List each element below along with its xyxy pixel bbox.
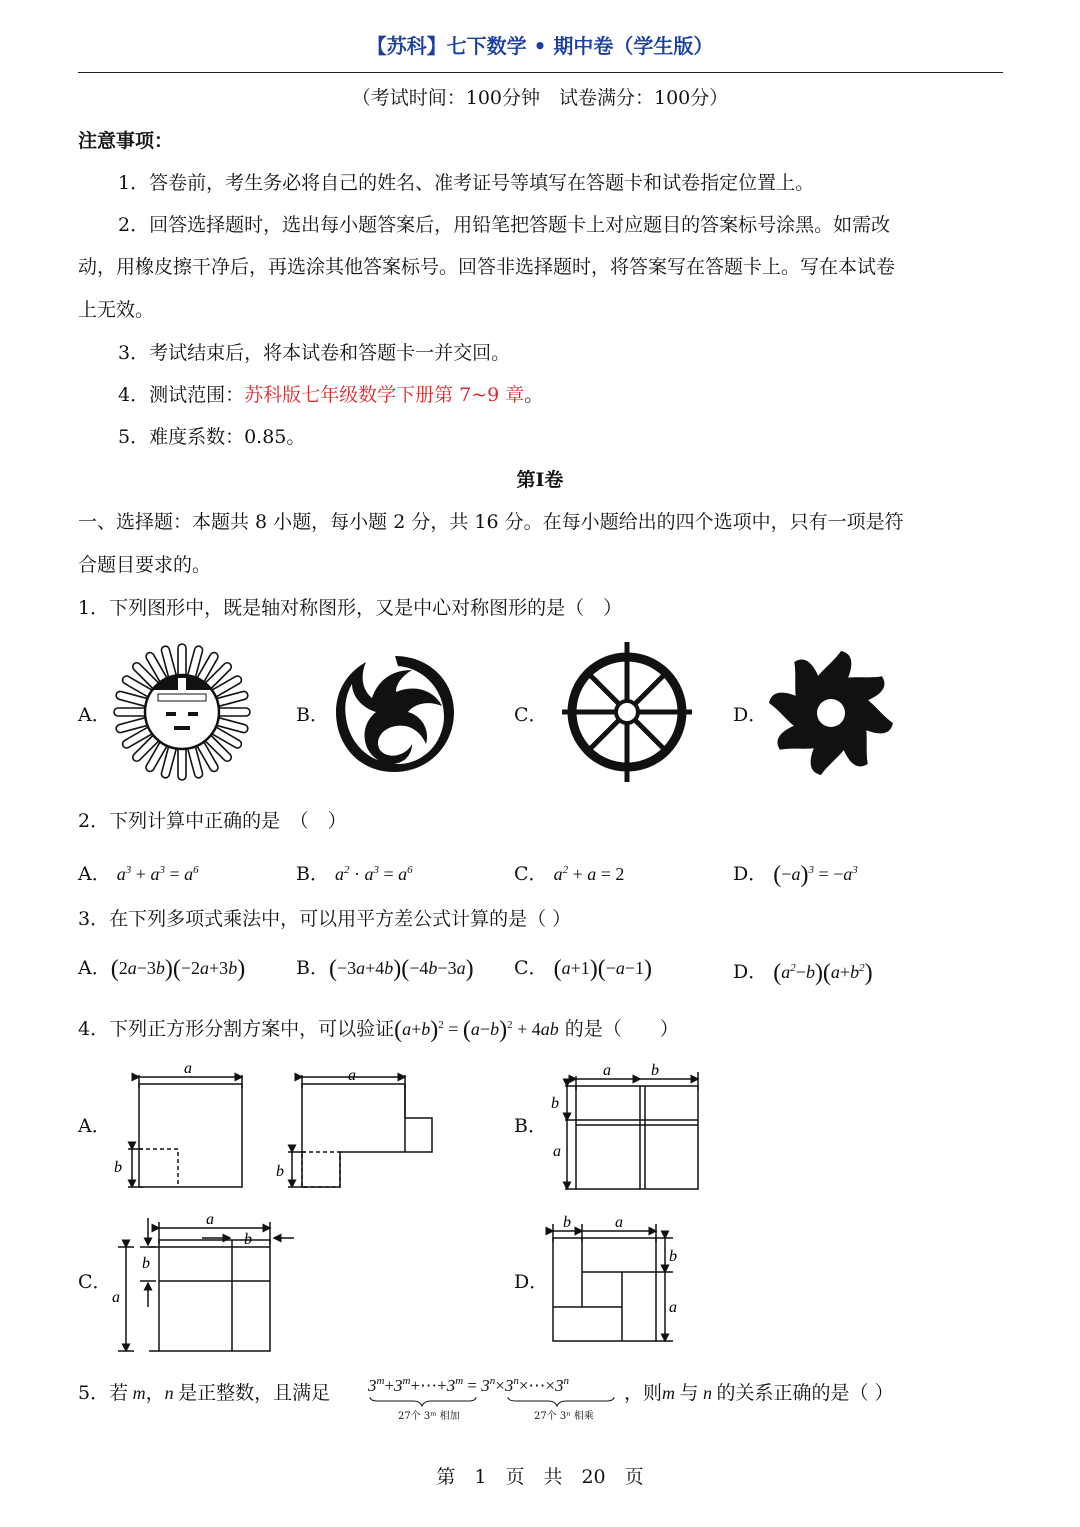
question-4: 4．下列正方形分割方案中，可以验证$(a+b)^2 = (a-b)^2 + 4ab$ 的是（ ） [78,1017,679,1043]
svg-text:a: a [603,1062,611,1079]
q2-option-a: A． $a^3 + a^3 = a^6$ [78,863,199,885]
question-5: 5．若 m，n 是正整数，且满足 [78,1382,331,1404]
svg-text:b: b [114,1159,122,1176]
question-5-tail: ，则m 与 n 的关系正确的是（ ） [624,1382,894,1404]
q4-option-b-label: B． [514,1115,547,1137]
square-cut-diagram-c [104,1212,304,1358]
svg-text:b: b [142,1255,150,1272]
svg-text:b: b [669,1248,677,1265]
svg-text:b: b [244,1231,252,1248]
q1-option-c-label: C． [514,704,548,726]
square-cut-diagram-a [108,1060,448,1195]
square-cut-diagram-b [545,1062,705,1194]
test-range: 苏科版七年级数学下册第 7~9 章 [244,384,525,406]
label-a: a [184,1060,192,1077]
svg-text:b: b [651,1062,659,1079]
svg-text:a: a [348,1067,356,1084]
q3-option-d: D． $(a^2-b)(a+b^2)$ [733,960,873,986]
part-title: 第I卷 [516,469,564,491]
note-2-end: 上无效。 [78,299,155,321]
note-3: 3．考试结束后，将本试卷和答题卡一并交回。 [118,342,511,364]
q3-option-c: C． (a+1)(−a−1) [514,956,653,982]
square-cut-diagram-d [545,1214,705,1346]
q5-equation: $3^m+3^m+\cdots+3^m$ = $3^n\times 3^n\times\cdots\times 3^n$ 27个 3ᵐ 相加 27个 3ⁿ 相乘 [368,1375,618,1421]
q5-right-note: 27个 3ⁿ 相乘 [534,1411,594,1422]
exam-info: （考试时间：100分钟 试卷满分：100分） [351,87,729,109]
note-5: 5．难度系数：0.85。 [118,426,306,448]
q1-option-d-label: D． [733,704,768,726]
q3-option-b: B．(−3a+4b)(−4b−3a) [296,956,474,982]
svg-text:b: b [551,1095,559,1112]
q1-option-b-label: B． [296,704,329,726]
note-2: 2．回答选择题时，选出每小题答案后，用铅笔把答题卡上对应题目的答案标号涂黑。如需改 [118,214,891,236]
question-1: 1．下列图形中，既是轴对称图形，又是中心对称图形的是（ ） [78,597,623,619]
svg-text:a: a [206,1212,214,1228]
note-2-cont: 动，用橡皮擦干净后，再选涂其他答案标号。回答非选择题时，将答案写在答题卡上。写在本试卷 [78,256,896,278]
rose-figure-icon [332,650,458,776]
note-1: 1．答卷前，考生务必将自己的姓名、准考证号等填写在答题卡和试卷指定位置上。 [118,172,815,194]
notice-title: 注意事项： [78,130,174,152]
svg-text:a: a [669,1299,677,1316]
header-rule [78,72,1003,73]
q2-option-d: D． $(-a)^3 = -a^3$ [733,862,858,888]
section-1-heading: 一、选择题：本题共 8 小题，每小题 2 分，共 16 分。在每小题给出的四个选项中，只有一项是符 [78,511,904,533]
pinwheel-figure-icon [768,650,894,776]
q4-option-c-label: C． [78,1271,112,1293]
svg-text:a: a [553,1143,561,1160]
q4-option-a-label: A． [78,1115,111,1137]
section-1-heading-cont: 合题目要求的。 [78,554,212,576]
svg-text:a: a [112,1289,120,1306]
page-footer: 第 1 页 共 20 页 [436,1466,644,1488]
question-2: 2．下列计算中正确的是 （ ） [78,810,347,832]
svg-text:a: a [615,1214,623,1231]
q2-option-b: B． $a^2 \cdot a^3 = a^6$ [296,863,413,885]
note-4: 4．测试范围：苏科版七年级数学下册第 7~9 章。 [118,384,544,406]
svg-text:b: b [276,1163,284,1180]
q1-option-a-label: A． [78,704,111,726]
wheel-figure-icon [562,638,692,786]
q2-option-c: C． $a^2 + a = 2$ [514,863,625,885]
q3-option-a: A．(2a−3b)(−2a+3b) [78,956,246,982]
q4-option-d-label: D． [514,1271,549,1293]
sun-figure-icon [112,642,252,782]
svg-text:b: b [563,1214,571,1231]
q5-left-note: 27个 3ᵐ 相加 [398,1411,460,1422]
question-3: 3．在下列多项式乘法中，可以用平方差公式计算的是（ ） [78,908,572,930]
page-header: 【苏科】七下数学 • 期中卷（学生版） [366,34,714,58]
